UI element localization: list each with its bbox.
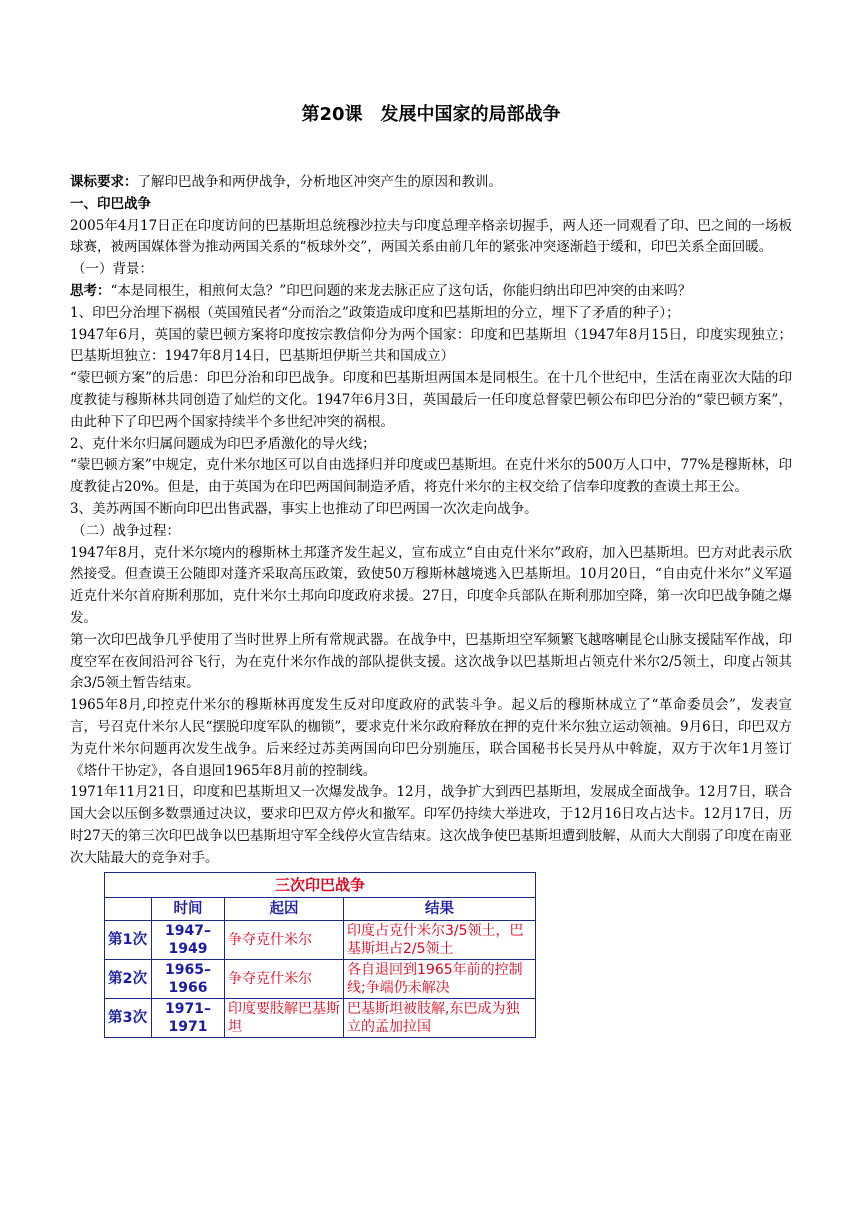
row-result: 各自退回到1965年前的控制线;争端仍未解决 [344,959,536,998]
header-blank [105,897,152,920]
process-heading: （二）战争过程： [72,522,180,539]
background-heading: （一）背景： [72,261,153,278]
section1-heading: 一、印巴战争 [70,195,151,212]
point1-detail2: “蒙巴顿方案”的后患：印巴分治和印巴战争。印度和巴基斯坦两国本是同根生。在十几个世纪中，生活在南亚次大陆的印度教徒与穆斯林共同创造了灿烂的文化。1947年6月3日，英国最后一任印度总督蒙巴顿公布印巴分治的“蒙巴顿方案”，由此种下了印巴两个国家持续半个多世纪冲突的祸根。 [70,370,792,430]
document-page [70,100,792,1038]
process-paragraph-3: 1965年8月,印控克什米尔的穆斯林再度发生反对印度政府的武装斗争。起义后的穆斯林成立了“革命委员会”，发表宣言，号召克什米尔人民“摆脱印度军队的枷锁”，要求克什米尔政府释放在押的克什米尔独立运动领袖。9月6日，印巴双方为克什米尔问题再次发生战争。后来经过苏美两国向印巴分别施压，联合国秘书长吴丹从中斡旋，双方于次年1月签订《塔什干协定》，各自退回1965年8月前的控制线。 [70,697,792,779]
point2: 2、克什米尔归属问题成为印巴矛盾激化的导火线； [70,435,376,452]
point1: 1、印巴分治埋下祸根（英国殖民者“分而治之”政策造成印度和巴基斯坦的分立，埋下了矛盾的种子）； [70,304,680,321]
think-label: 思考： [70,282,111,299]
row-cause: 争夺克什米尔 [225,920,344,959]
header-result: 结果 [344,897,536,920]
point1-detail: 1947年6月，英国的蒙巴顿方案将印度按宗教信仰分为两个国家：印度和巴基斯坦（1947年8月15日，印度实现独立；巴基斯坦独立：1947年8月14日，巴基斯坦伊斯兰共和国成立） [70,326,792,365]
table-caption: 三次印巴战争 [105,872,536,897]
row-time: 1971–1971 [152,998,225,1037]
header-cause: 起因 [225,897,344,920]
intro-paragraph: 2005年4月17日正在印度访问的巴基斯坦总统穆沙拉夫与印度总理辛格亲切握手，两人还一同观看了印、巴之间的一场板球赛，被两国媒体誉为推动两国关系的“板球外交”，两国关系由前几年的紧张冲突逐渐趋于缓和，印巴关系全面回暖。 [70,217,792,256]
process-paragraph-4: 1971年11月21日，印度和巴基斯坦又一次爆发战争。12月，战争扩大到西巴基斯坦，发展成全面战争。12月7日，联合国大会以压倒多数票通过决议，要求印巴双方停火和撤军。印军仍持续大举进攻，于12月16日攻占达卡。12月17日，历时27天的第三次印巴战争以巴基斯坦守军全线停火宣告结束。这次战争使巴基斯坦遭到肢解，从而大大削弱了印度在南亚次大陆最大的竞争对手。 [70,784,792,866]
think-paragraph [70,281,792,303]
standard-paragraph [70,172,792,194]
row-label: 第1次 [105,920,152,959]
table-caption-row [105,872,536,897]
table-row [105,998,536,1037]
process-paragraph-2: 第一次印巴战争几乎使用了当时世界上所有常规武器。在战争中，巴基斯坦空军频繁飞越喀喇昆仑山脉支援陆军作战，印度空军在夜间沿河谷飞行，为在克什米尔作战的部队提供支援。这次战争以巴基斯坦占领克什米尔2/5领土，印度占领其余3/5领土暂告结束。 [70,631,792,692]
row-cause: 印度要肢解巴基斯坦 [225,998,344,1037]
row-result: 巴基斯坦被肢解,东巴成为独立的孟加拉国 [344,998,536,1037]
lesson-title: 第20课 发展中国家的局部战争 [301,104,561,125]
row-label: 第3次 [105,998,152,1037]
standard-text: 了解印巴战争和两伊战争，分析地区冲突产生的原因和教训。 [137,174,502,190]
row-label: 第2次 [105,959,152,998]
row-time: 1947–1949 [152,920,225,959]
point3: 3、美苏两国不断向印巴出售武器，事实上也推动了印巴两国一次次走向战争。 [70,500,538,517]
table-row [105,920,536,959]
row-time: 1965–1966 [152,959,225,998]
process-paragraph-1: 1947年8月，克什米尔境内的穆斯林土邦蓬齐发生起义，宣布成立“自由克什米尔”政府，加入巴基斯坦。巴方对此表示欣然接受。但查谟王公随即对蓬齐采取高压政策，致使50万穆斯林越境逃入巴基斯坦。10月20日，“自由克什米尔”义军逼近克什米尔首府斯利那加，克什米尔土邦向印度政府求援。27日，印度伞兵部队在斯利那加空降，第一次印巴战争随之爆发。 [70,544,792,626]
point2-detail: “蒙巴顿方案”中规定，克什米尔地区可以自由选择归并印度或巴基斯坦。在克什米尔的500万人口中，77%是穆斯林，印度教徒占20%。但是，由于英国为在印巴两国间制造矛盾，将克什米尔的主权交给了信奉印度教的查谟土邦王公。 [70,457,792,496]
table-row [105,959,536,998]
table-header-row [105,897,536,920]
summary-table [104,872,536,1038]
standard-label: 课标要求： [70,174,138,190]
row-result: 印度占克什米尔3/5领土，巴基斯坦占2/5领土 [344,920,536,959]
think-text: “本是同根生，相煎何太急？”印巴问题的来龙去脉正应了这句话，你能归纳出印巴冲突的由来吗？ [110,282,692,299]
header-time: 时间 [152,897,225,920]
row-cause: 争夺克什米尔 [225,959,344,998]
